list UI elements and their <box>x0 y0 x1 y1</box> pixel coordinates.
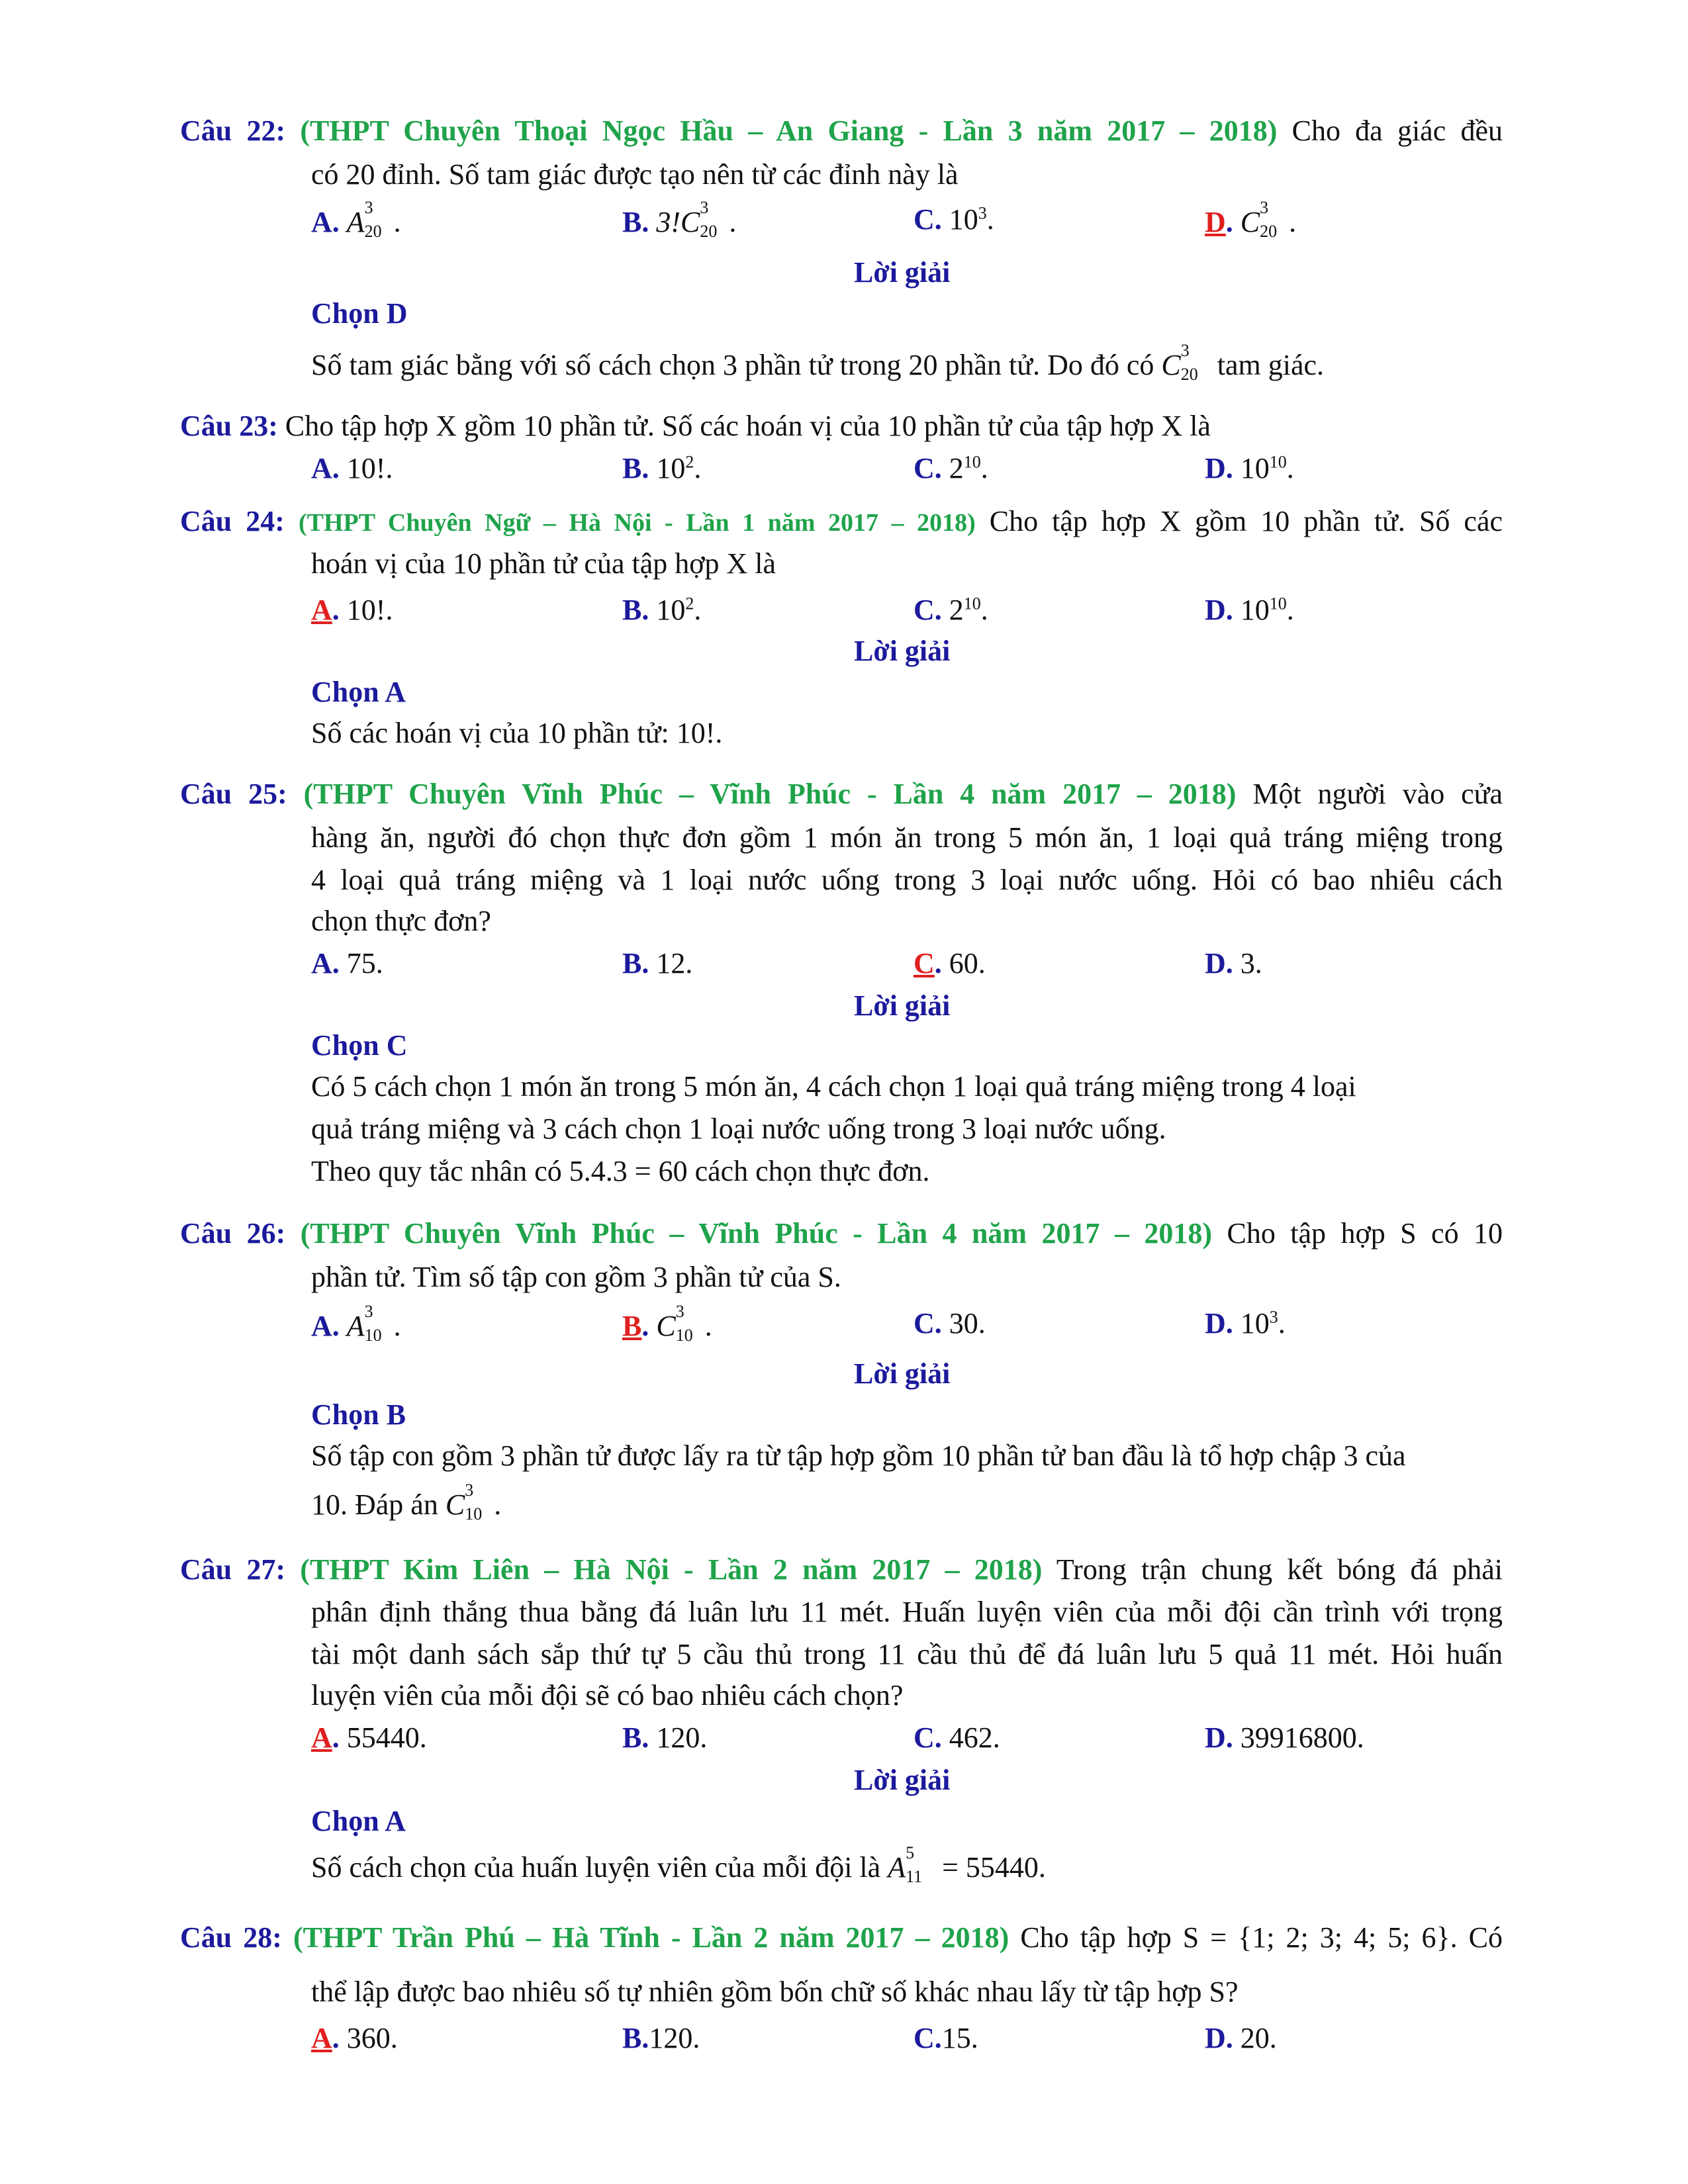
question-label: Câu 28: <box>180 1921 282 1954</box>
question-27-line-3: tài một danh sách sắp thứ tự 5 cầu thủ trong 11 cầu thủ để đá luân lưu 5 quả 11 mét. Hỏi huấn <box>311 1638 1503 1670</box>
question-label: Câu 27: <box>180 1553 286 1586</box>
option-b: B. 120. <box>622 1721 708 1754</box>
question-text: Cho tập hợp X gồm 10 phần tử. Số các hoán vị của 10 phần tử của tập hợp X là <box>285 410 1211 442</box>
question-22-line-2: có 20 đỉnh. Số tam giác được tạo nên từ các đỉnh này là <box>311 158 959 191</box>
solution-heading: Lời giải <box>854 256 951 289</box>
chosen-answer: Chọn C <box>311 1029 408 1062</box>
chosen-answer: Chọn A <box>311 1805 406 1837</box>
question-24-line-1 <box>180 504 1503 540</box>
question-26-line-1 <box>180 1216 1503 1251</box>
option-c: C.15. <box>914 2022 978 2054</box>
question-24-line-2: hoán vị của 10 phần tử của tập hợp X là <box>311 547 776 580</box>
question-28-line-2: thể lập được bao nhiêu số tự nhiên gồm bốn chữ số khác nhau lấy từ tập hợp S? <box>311 1976 1239 2008</box>
option-d-correct: D. C 3 20 . <box>1205 198 1297 241</box>
option-a-correct: A. 55440. <box>311 1721 427 1754</box>
option-d: D. $10^3$. <box>1205 1307 1286 1340</box>
question-source: (THPT Kim Liên – Hà Nội - Lần 2 năm 2017 – 2018) <box>300 1553 1043 1586</box>
question-22-line-1 <box>180 114 1503 148</box>
option-b: B. $10^2$. <box>622 452 702 484</box>
solution-heading: Lời giải <box>854 989 951 1022</box>
question-source: (THPT Chuyên Ngữ – Hà Nội - Lần 1 năm 2017 – 2018) <box>298 509 976 537</box>
question-27-line-4: luyện viên của mỗi đội sẽ có bao nhiêu cách chọn? <box>311 1679 904 1711</box>
question-source: (THPT Chuyên Vĩnh Phúc – Vĩnh Phúc - Lần 4 năm 2017 – 2018) <box>300 1217 1213 1250</box>
option-c: C. 462. <box>914 1721 1000 1754</box>
option-b: B. 12. <box>622 947 693 979</box>
question-27-line-1 <box>180 1553 1503 1587</box>
solution-text-2: 10. Đáp án C 3 10 . <box>311 1480 502 1524</box>
question-25-line-4: chọn thực đơn? <box>311 905 491 937</box>
solution-heading: Lời giải <box>854 1357 951 1390</box>
option-c: C. 30. <box>914 1307 986 1340</box>
solution-text: Số các hoán vị của 10 phần tử: 10!. <box>311 717 723 749</box>
option-b: B. 3!C 3 20 . <box>622 198 737 241</box>
option-c-correct: C. 60. <box>914 947 986 979</box>
question-source: (THPT Trần Phú – Hà Tĩnh - Lần 2 năm 2017 – 2018) <box>293 1921 1009 1954</box>
option-d: D. 20. <box>1205 2022 1277 2054</box>
question-label: Câu 23: <box>180 410 278 442</box>
chosen-answer: Chọn B <box>311 1398 406 1431</box>
question-text: Trong trận chung kết bóng đá phải <box>1056 1553 1503 1586</box>
option-a: A. 10!. <box>311 452 393 484</box>
question-text: Cho tập hợp S = {1; 2; 3; 4; 5; 6}. Có <box>1020 1921 1503 1954</box>
question-text: Cho đa giác đều <box>1291 114 1503 147</box>
option-a-correct: A. 360. <box>311 2022 398 2054</box>
question-source: (THPT Chuyên Vĩnh Phúc – Vĩnh Phúc - Lần 4 năm 2017 – 2018) <box>303 778 1237 810</box>
question-label: Câu 26: <box>180 1217 286 1250</box>
option-d: D. $10^{10}$. <box>1205 594 1294 626</box>
solution-text: Số tam giác bằng với số cách chọn 3 phần tử trong 20 phần tử. Do đó có C 3 20 tam giác. <box>311 341 1325 384</box>
question-26-line-2: phần tử. Tìm số tập con gồm 3 phần tử của S. <box>311 1261 841 1293</box>
option-a: A. A 3 10 . <box>311 1302 401 1345</box>
question-25-line-3: 4 loại quả tráng miệng và 1 loại nước uống trong 3 loại nước uống. Hỏi có bao nhiêu cách <box>311 864 1503 896</box>
option-b: B.120. <box>622 2022 700 2054</box>
solution-text-2: quả tráng miệng và 3 cách chọn 1 loại nước uống trong 3 loại nước uống. <box>311 1113 1166 1145</box>
question-label: Câu 25: <box>180 778 287 810</box>
solution-text-3: Theo quy tắc nhân có 5.4.3 = 60 cách chọn thực đơn. <box>311 1155 930 1187</box>
chosen-answer: Chọn A <box>311 676 406 708</box>
option-a: A. 75. <box>311 947 383 979</box>
option-c: C. $10^3$. <box>914 203 994 236</box>
solution-heading: Lời giải <box>854 1764 951 1796</box>
question-label: Câu 22: <box>180 114 286 147</box>
question-text: Một người vào cửa <box>1252 778 1503 810</box>
solution-text: Số cách chọn của huấn luyện viên của mỗi đội là A 5 11 = 55440. <box>311 1843 1046 1886</box>
question-27-line-2: phân định thắng thua bằng đá luân lưu 11 mét. Huấn luyện viên của mỗi đội cần trình với trọng <box>311 1596 1503 1628</box>
option-d: D. 39916800. <box>1205 1721 1364 1754</box>
question-25-line-1 <box>180 777 1503 811</box>
option-d: D. 3. <box>1205 947 1262 979</box>
option-c: C. $2^{10}$. <box>914 594 988 626</box>
question-23-line-1 <box>180 409 1503 443</box>
option-a: A. A 3 20 . <box>311 198 401 241</box>
option-b-correct: B. C 3 10 . <box>622 1302 712 1345</box>
question-text: Cho tập hợp X gồm 10 phần tử. Số các <box>989 505 1503 537</box>
solution-heading: Lời giải <box>854 635 951 667</box>
option-d: D. $10^{10}$. <box>1205 452 1294 484</box>
question-label: Câu 24: <box>180 505 285 537</box>
option-c: C. $2^{10}$. <box>914 452 988 484</box>
question-source: (THPT Chuyên Thoại Ngọc Hầu – An Giang - Lần 3 năm 2017 – 2018) <box>300 114 1278 147</box>
solution-text-1: Số tập con gồm 3 phần tử được lấy ra từ tập hợp gồm 10 phần tử ban đầu là tổ hợp chập 3 của <box>311 1439 1406 1472</box>
question-text: Cho tập hợp S có 10 <box>1227 1217 1503 1250</box>
question-28-line-1 <box>180 1921 1503 1955</box>
chosen-answer: Chọn D <box>311 297 408 330</box>
solution-text-1: Có 5 cách chọn 1 món ăn trong 5 món ăn, 4 cách chọn 1 loại quả tráng miệng trong 4 loại <box>311 1070 1356 1103</box>
option-a-correct: A. 10!. <box>311 594 393 626</box>
option-b: B. $10^2$. <box>622 594 702 626</box>
question-25-line-2: hàng ăn, người đó chọn thực đơn gồm 1 món ăn trong 5 món ăn, 1 loại quả tráng miệng trong <box>311 821 1503 854</box>
